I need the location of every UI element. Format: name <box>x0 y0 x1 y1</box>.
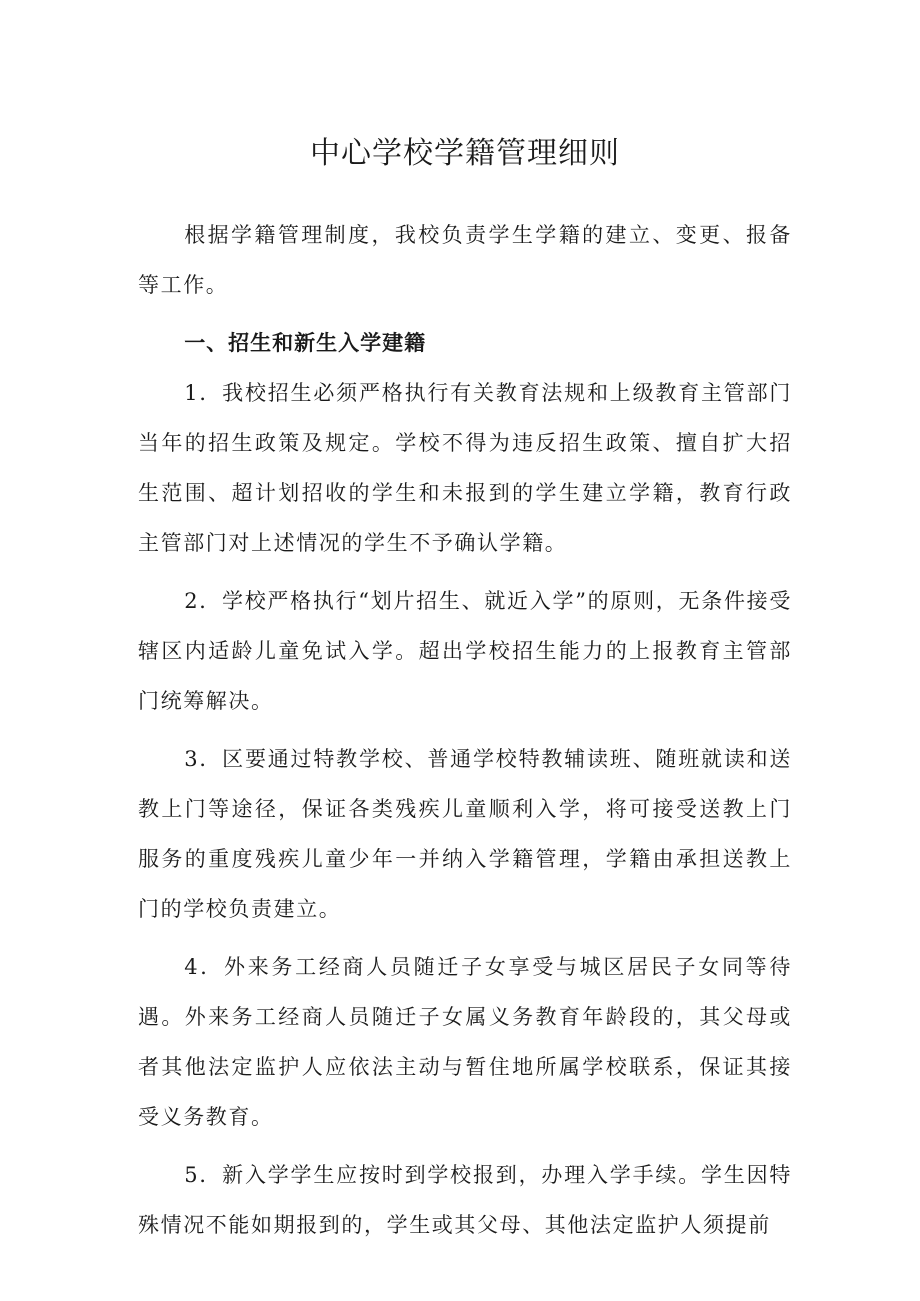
intro-paragraph: 根据学籍管理制度，我校负责学生学籍的建立、变更、报备等工作。 <box>138 223 792 297</box>
clause-3: 3．区要通过特教学校、普通学校特教辅读班、随班就读和送教上门等途径，保证各类残疾儿童顺利入学，将可接受送教上门服务的重度残疾儿童少年一并纳入学籍管理，学籍由承担送教上门的学校负责建立。 <box>138 747 792 921</box>
clause-1: 1．我校招生必须严格执行有关教育法规和上级教育主管部门当年的招生政策及规定。学校不得为违反招生政策、擅自扩大招生范围、超计划招收的学生和未报到的学生建立学籍，教育行政主管部门对上述情况的学生不予确认学籍。 <box>138 381 792 555</box>
document-page <box>138 128 792 1258</box>
document-title: 中心学校学籍管理细则 <box>310 136 620 171</box>
clause-2: 2．学校严格执行“划片招生、就近入学”的原则，无条件接受辖区内适龄儿童免试入学。超出学校招生能力的上报教育主管部门统筹解决。 <box>138 589 792 713</box>
clause-4: 4．外来务工经商人员随迁子女享受与城区居民子女同等待遇。外来务工经商人员随迁子女属义务教育年龄段的，其父母或者其他法定监护人应依法主动与暂住地所属学校联系，保证其接受义务教育。 <box>138 955 792 1129</box>
section-heading: 一、招生和新生入学建籍 <box>184 331 427 355</box>
clause-5: 5．新入学学生应按时到学校报到，办理入学手续。学生因特殊情况不能如期报到的，学生或其父母、其他法定监护人须提前 <box>138 1163 792 1237</box>
